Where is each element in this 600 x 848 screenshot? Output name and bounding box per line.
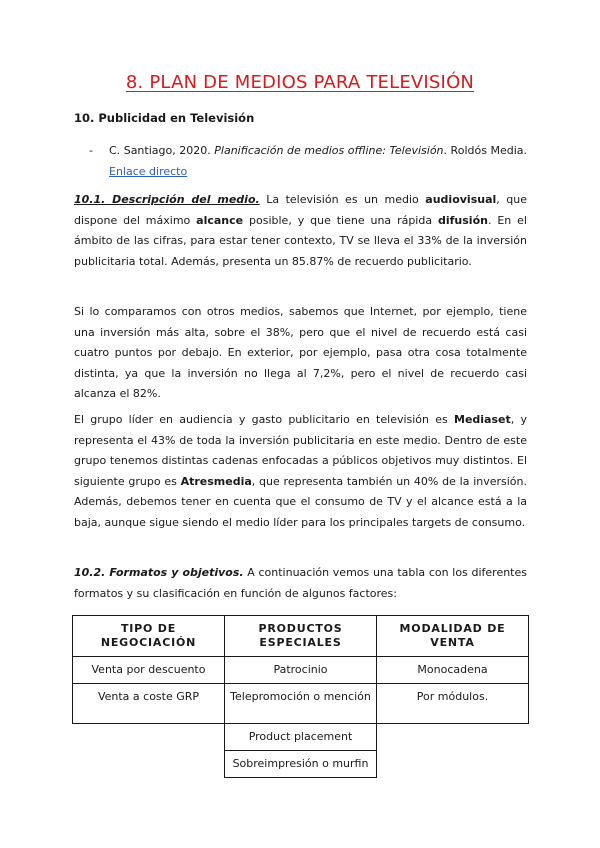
table-header: MODALIDAD DE VENTA [377, 616, 529, 657]
paragraph-groups [74, 410, 527, 534]
table-cell-empty [377, 751, 529, 778]
table-cell: Venta por descuento [73, 657, 225, 684]
table-row [73, 657, 529, 684]
table-cell: Patrocinio [225, 657, 377, 684]
text-run: . En el ámbito de las cifras, para estar tener contexto, TV se lleva el 33% de la inversión publicitaria total. Además, presenta un 85.87% de recuerdo publicitario. [74, 213, 527, 268]
bold-term: difusión [437, 213, 488, 227]
table-cell: Venta a coste GRP [73, 684, 225, 724]
text-run: , que dispone del máximo [74, 193, 527, 227]
paragraph-description [74, 190, 527, 272]
text-run: La televisión es un medio [259, 193, 426, 206]
reference-author: C. Santiago, 2020. [109, 144, 215, 157]
bold-term: audiovisual [425, 193, 497, 206]
table-cell: Telepromoción o mención [225, 684, 377, 724]
table-cell: Monocadena [377, 657, 529, 684]
reference-publisher: . Roldós Media. [443, 144, 528, 157]
subsection-label-2: 10.2. Formatos y objetivos. [74, 566, 244, 579]
list-dash: - [89, 144, 93, 157]
bold-term: Mediaset [454, 413, 511, 426]
reference-item [89, 140, 527, 182]
table-cell-empty [377, 724, 529, 751]
text-run: posible, y que tiene una rápida [243, 213, 438, 227]
section-heading: 10. Publicidad en Televisión [74, 111, 255, 125]
bold-term: alcance [196, 213, 244, 227]
subsection-label-1: 10.1. Descripción del medio. [74, 193, 260, 206]
table-row [73, 724, 529, 751]
table-header: PRODUCTOS ESPECIALES [225, 616, 377, 657]
table-cell: Product placement [225, 724, 377, 751]
text-run: El grupo líder en audiencia y gasto publicitario en televisión es [74, 413, 454, 426]
reference-work-title: Planificación de medios offline: Televisión [214, 144, 444, 157]
bold-term: Atresmedia [180, 474, 252, 488]
text-run: , y representa el 43% de toda la inversión publicitaria en este medio. Dentro de este grupo tenemos distintas cadenas enfocadas a públicos objetivos muy distintos. El siguiente grupo es [74, 413, 527, 488]
paragraph-formats [74, 563, 527, 604]
formats-table [72, 615, 529, 778]
table-cell: Sobreimpresión o murfin [225, 751, 377, 778]
text-run: , que representa también un 40% de la inversión. Además, debemos tener en cuenta que el consumo de TV y el alcance está a la baja, aunque sigue siendo el medio líder para los principales targets de consumo. [74, 474, 528, 529]
table-cell: Por módulos. [377, 684, 529, 724]
table-row [73, 684, 529, 724]
table-cell-empty [73, 751, 225, 778]
table-cell-empty [73, 724, 225, 751]
paragraph-comparison: Si lo comparamos con otros medios, sabemos que Internet, por ejemplo, tiene una inversión más alta, sobre el 38%, pero que el nivel de recuerdo está casi cuatro puntos por debajo. En exterior, por ejemplo, pasa otra cosa totalmente distinta, ya que la inversión no llega al 7,2%, pero el nivel de recuerdo casi alcanza el 82%. [74, 305, 527, 401]
direct-link[interactable]: Enlace directo [109, 165, 188, 178]
page-title: 8. PLAN DE MEDIOS PARA TELEVISIÓN [125, 72, 475, 93]
table-row [73, 751, 529, 778]
table-header: TIPO DE NEGOCIACIÓN [73, 616, 225, 657]
table-header-row [73, 616, 529, 657]
reference-text [109, 140, 527, 182]
text-run: A continuación vemos una tabla con los diferentes formatos y su clasificación en función de algunos factores: [74, 566, 527, 600]
